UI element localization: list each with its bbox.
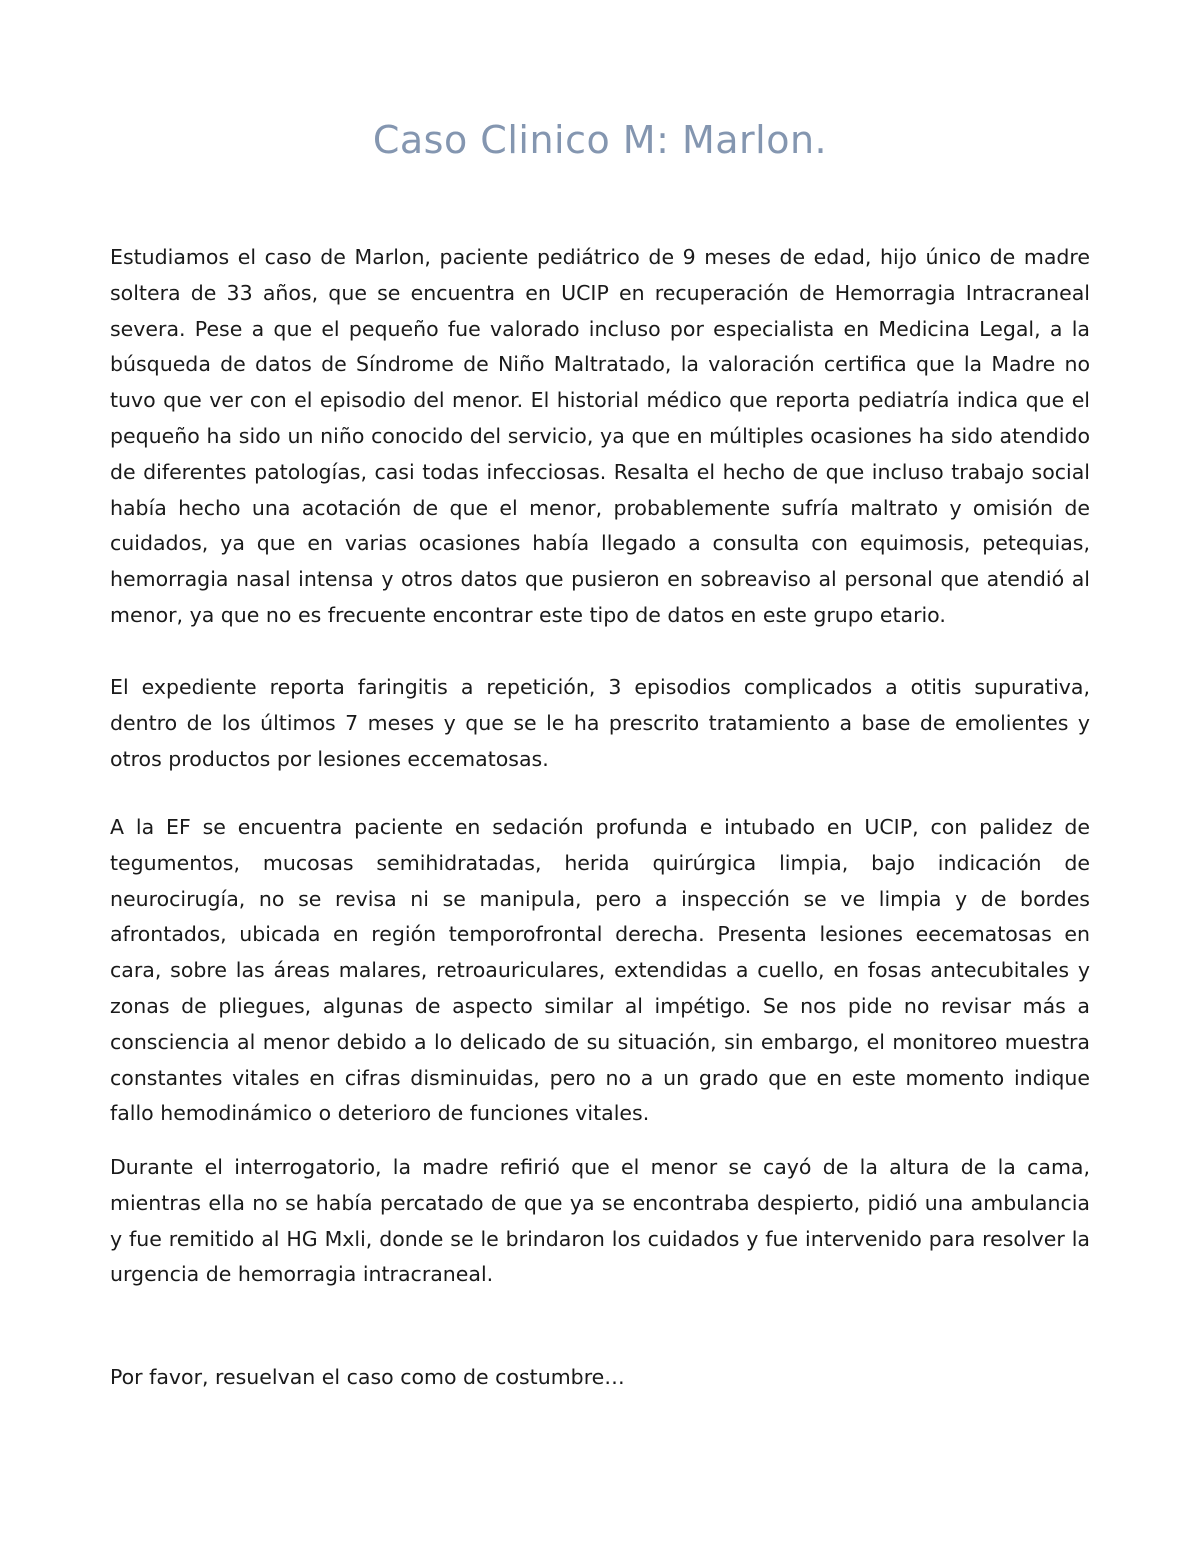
paragraph-physical-exam: A la EF se encuentra paciente en sedación profunda e intubado en UCIP, con palidez de tegumentos, mucosas semihidratadas, herida quirúrgica limpia, bajo indicación de neurocirugía, no se revisa ni se manipula, pero a inspección se ve limpia y de bordes afrontados, ubicada en región temporofrontal derecha. Presenta lesiones eecematosas en cara, sobre las áreas malares, retroauriculares, extendidas a cuello, en fosas antecubitales y zonas de pliegues, algunas de aspecto similar al impétigo. Se nos pide no revisar más a consciencia al menor debido a lo delicado de su situación, sin embargo, el monitoreo muestra constantes vitales en cifras disminuidas, pero no a un grado que en este momento indique fallo hemodinámico o deterioro de funciones vitales. — [110, 815, 1090, 1126]
paragraph-interrogation: Durante el interrogatorio, la madre refirió que el menor se cayó de la altura de la cama, mientras ella no se había percatado de que ya se encontraba despierto, pidió una ambulancia y fue remitido al HG Mxli, donde se le brindaron los cuidados y fue intervenido para resolver la urgencia de hemorragia intracraneal. — [110, 1155, 1090, 1287]
paragraph-closing-request: Por favor, resuelvan el caso como de costumbre… — [110, 1365, 625, 1389]
document-title: Caso Clinico M: Marlon. — [372, 118, 828, 162]
paragraph-medical-record: El expediente reporta faringitis a repetición, 3 episodios complicados a otitis supurativa, dentro de los últimos 7 meses y que se le ha prescrito tratamiento a base de emolientes y otros productos por lesiones eccematosas. — [110, 675, 1090, 771]
paragraph-case-history: Estudiamos el caso de Marlon, paciente pediátrico de 9 meses de edad, hijo único de madre soltera de 33 años, que se encuentra en UCIP en recuperación de Hemorragia Intracraneal severa. Pese a que el pequeño fue valorado incluso por especialista en Medicina Legal, a la búsqueda de datos de Síndrome de Niño Maltratado, la valoración certifica que la Madre no tuvo que ver con el episodio del menor. El historial médico que reporta pediatría indica que el pequeño ha sido un niño conocido del servicio, ya que en múltiples ocasiones ha sido atendido de diferentes patologías, casi todas infecciosas. Resalta el hecho de que incluso trabajo social había hecho una acotación de que el menor, probablemente sufría maltrato y omisión de cuidados, ya que en varias ocasiones había llegado a consulta con equimosis, petequias, hemorragia nasal intensa y otros datos que pusieron en sobreaviso al personal que atendió al menor, ya que no es frecuente encontrar este tipo de datos en este grupo etario. — [110, 245, 1090, 627]
